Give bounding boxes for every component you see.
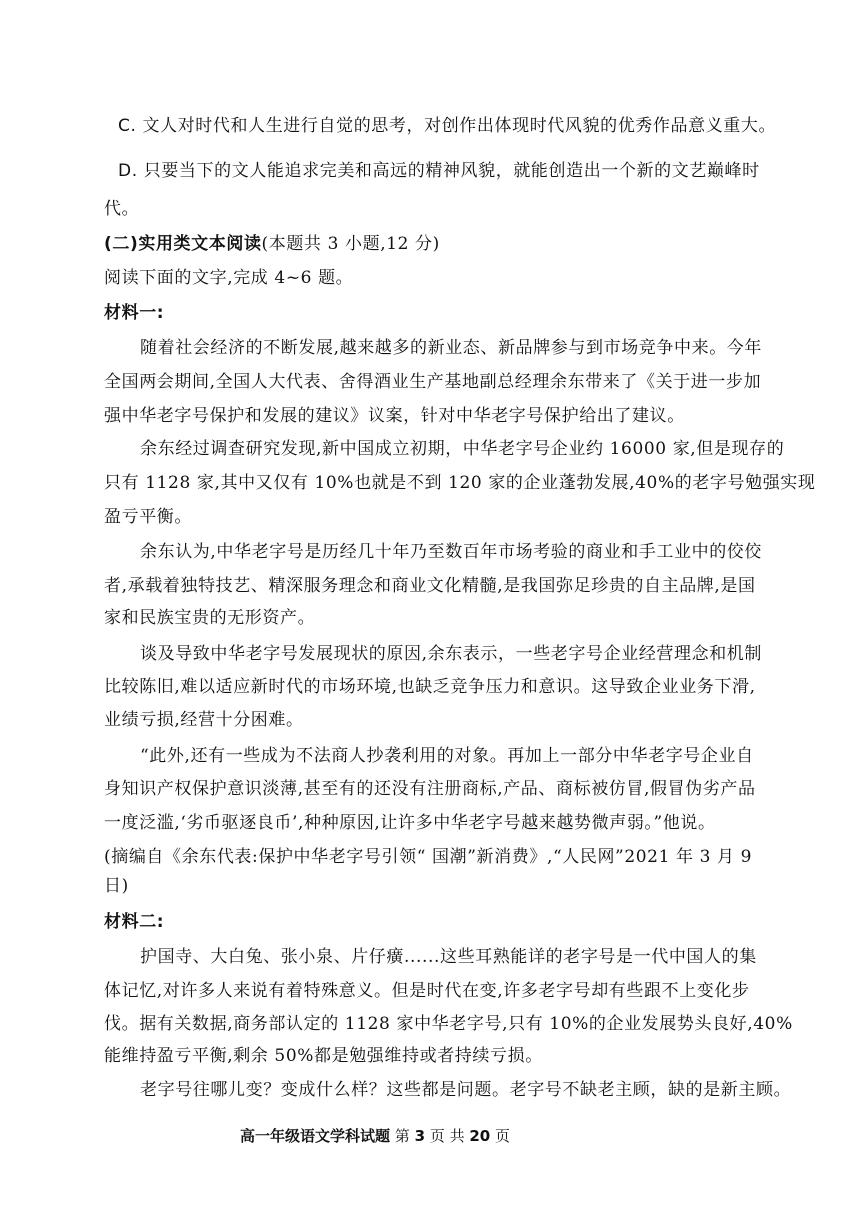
choice-c	[118, 114, 777, 138]
material1-line: 余东认为,中华老字号是历经几十年乃至数百年市场考验的商业和手工业中的佼佼	[140, 542, 763, 562]
material1-line: 强中华老字号保护和发展的建议》议案，针对中华老字号保护给出了建议。	[104, 406, 685, 426]
page-prefix: 第	[394, 1127, 410, 1145]
material1-line: 家和民族宝贵的无形资产。	[104, 608, 316, 628]
material1-heading: 材料一:	[104, 303, 165, 323]
section-title-detail: (本题共 3 小题,12 分)	[261, 234, 440, 254]
choice-d	[118, 159, 764, 183]
material1-line: 身知识产权保护意识淡薄,甚至有的还没有注册商标,产品、商标被仿冒,假冒伪劣产品	[104, 779, 756, 799]
page-mid: 页 共	[429, 1127, 465, 1145]
material1-line: 只有 1128 家,其中又仅有 10%也就是不到 120 家的企业蓬勃发展,40%的老字号勉强实现	[104, 473, 816, 493]
material2-line: 体记忆,对许多人来说有着特殊意义。但是时代在变,许多老字号却有些跟不上变化步	[104, 981, 750, 1001]
material2-line: 伐。据有关数据,商务部认定的 1128 家中华老字号,只有 10%的企业发展势头良好,40%	[104, 1014, 793, 1034]
choice-c-text: 文人对时代和人生进行自觉的思考，对创作出体现时代风貌的优秀作品意义重大。	[142, 116, 777, 136]
page-footer	[240, 1125, 510, 1147]
material2-line: 能维持盈亏平衡,剩余 50%都是勉强维持或者持续亏损。	[104, 1046, 543, 1066]
material1-line: 业绩亏损,经营十分困难。	[104, 710, 304, 730]
material1-line: 全国两会期间,全国人大代表、舍得酒业生产基地副总经理余东带来了《关于进一步加	[104, 372, 762, 392]
choice-d-text-line1: 只要当下的文人能追求完美和高远的精神风貌，就能创造出一个新的文艺巅峰时	[143, 161, 760, 181]
material1-line: 余东经过调查研究发现,新中国成立初期，中华老字号企业约 16000 家,但是现存的	[140, 439, 785, 459]
material2-line: 老字号往哪儿变？变成什么样？这些都是问题。老字号不缺老主顾，缺的是新主顾。	[140, 1080, 792, 1100]
material1-source: 日)	[104, 876, 129, 896]
page-suffix: 页	[495, 1127, 511, 1145]
material1-line: 谈及导致中华老字号发展现状的原因,余东表示，一些老字号企业经营理念和机制	[140, 644, 763, 664]
material1-line: “此外,还有一些成为不法商人抄袭利用的对象。再加上一部分中华老字号企业自	[140, 746, 754, 766]
page-current: 3	[414, 1127, 426, 1145]
material1-line: 一度泛滥,‘劣币驱逐良币’,种种原因,让许多中华老字号越来越势微声弱。”他说。	[104, 813, 716, 833]
material1-line: 比较陈旧,难以适应新时代的市场环境,也缺乏竞争压力和意识。这导致企业业务下滑,	[104, 677, 756, 697]
exam-title: 高一年级语文学科试题	[240, 1127, 391, 1145]
section-instruction: 阅读下面的文字,完成 4~6 题。	[104, 268, 354, 288]
choice-d-letter: D.	[118, 161, 138, 181]
material1-source: (摘编自《余东代表:保护中华老字号引领“ 国潮”新消费》,“人民网”2021 年 3 月 9	[104, 847, 753, 867]
material1-line: 者,承载着独特技艺、精深服务理念和商业文化精髓,是我国弥足珍贵的自主品牌,是国	[104, 576, 756, 596]
material2-line: 护国寺、大白兔、张小泉、片仔癀......这些耳熟能详的老字号是一代中国人的集	[140, 947, 757, 967]
section-title: (二)实用类文本阅读	[104, 234, 262, 254]
material1-line: 盈亏平衡。	[104, 507, 192, 527]
material1-line: 随着社会经济的不断发展,越来越多的新业态、新品牌参与到市场竞争中来。今年	[140, 338, 763, 358]
section-heading	[104, 232, 764, 256]
choice-c-letter: C.	[118, 116, 137, 136]
page-total: 20	[469, 1127, 491, 1145]
material2-heading: 材料二:	[104, 912, 165, 932]
choice-d-text-line2: 代。	[104, 199, 140, 219]
